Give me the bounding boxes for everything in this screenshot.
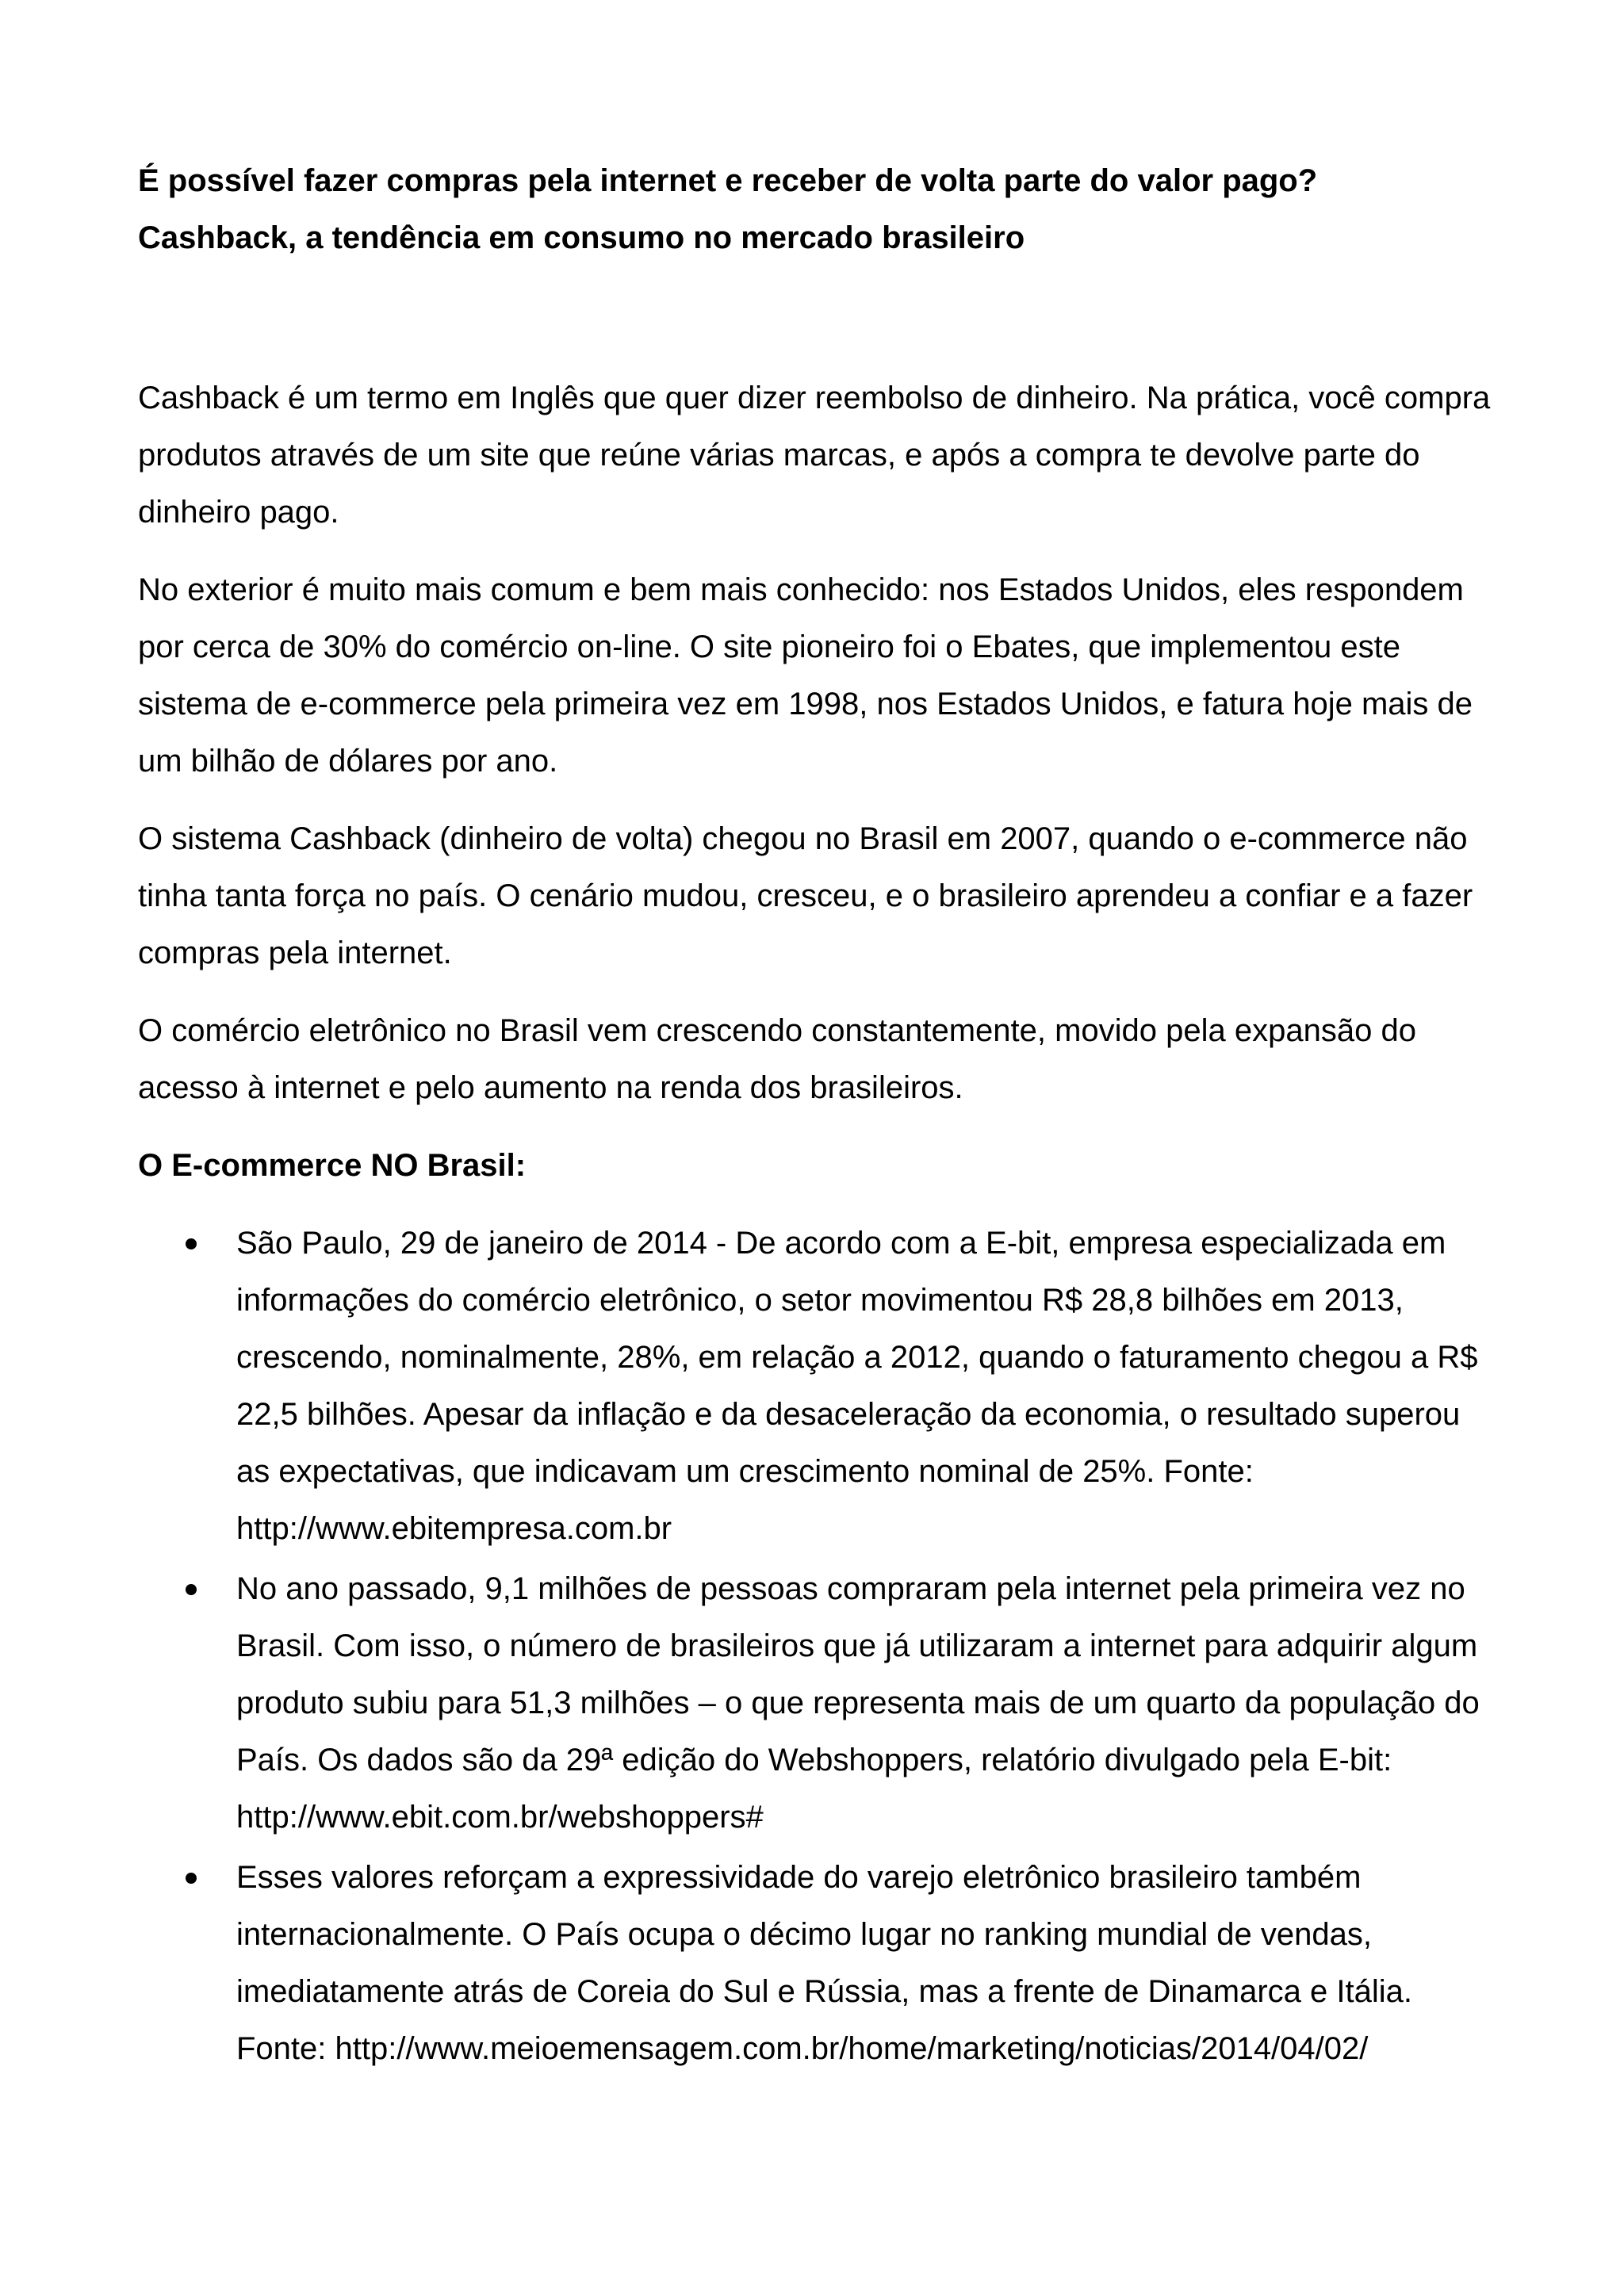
- bullet-dot-icon: [186, 1238, 197, 1249]
- section-heading: O E-commerce NO Brasil:: [138, 1148, 527, 1183]
- paragraph-exterior: No exterior é muito mais comum e bem mais conhecido: nos Estados Unidos, eles respondem por cerca de 30% do comércio on-line. O site pioneiro foi o Ebates, que implementou este sistema de e-commerce pela primeira vez em 1998, nos Estados Unidos, e fatura hoje mais de um bilhão de dólares por ano.: [138, 572, 1473, 779]
- list-item: [138, 1849, 1502, 2077]
- document-content: [138, 152, 1502, 2080]
- bullet-dot-icon: [186, 1584, 197, 1595]
- title-line-2: Cashback, a tendência em consumo no mercado brasileiro: [138, 220, 1025, 255]
- list-item: [138, 1215, 1502, 1557]
- paragraph-cashback-definition: Cashback é um termo em Inglês que quer dizer reembolso de dinheiro. Na prática, você compra produtos através de um site que reúne várias marcas, e após a compra te devolve parte do dinheiro pago.: [138, 381, 1491, 530]
- bullet-dot-icon: [186, 1873, 197, 1884]
- paragraph-brasil-2007: O sistema Cashback (dinheiro de volta) chegou no Brasil em 2007, quando o e-commerce não tinha tanta força no país. O cenário mudou, cresceu, e o brasileiro aprendeu a confiar e a fazer compras pela internet.: [138, 821, 1473, 970]
- bullet-list: [138, 1215, 1502, 2077]
- list-item-text: No ano passado, 9,1 milhões de pessoas compraram pela internet pela primeira vez no Brasil. Com isso, o número de brasileiros que já utilizaram a internet para adquirir algum produto subiu para 51,3 milhões – o que representa mais de um quarto da população do País. Os dados são da 29ª edição do Webshoppers, relatório divulgado pela E-bit: http://www.ebit.com.br/webshoppers#: [236, 1571, 1480, 1835]
- list-item: [138, 1560, 1502, 1846]
- list-item-text: Esses valores reforçam a expressividade do varejo eletrônico brasileiro também internacionalmente. O País ocupa o décimo lugar no ranking mundial de vendas, imediatamente atrás de Coreia do Sul e Rússia, mas a frente de Dinamarca e Itália. Fonte: http://www.meioemensagem.com.br/home/marketing/noticias/2014/04/02/: [236, 1860, 1412, 2066]
- document-title: [138, 152, 1502, 266]
- list-item-text: São Paulo, 29 de janeiro de 2014 - De acordo com a E-bit, empresa especializada em informações do comércio eletrônico, o setor movimentou R$ 28,8 bilhões em 2013, crescendo, nominalmente, 28%, em relação a 2012, quando o faturamento chegou a R$ 22,5 bilhões. Apesar da inflação e da desaceleração da economia, o resultado superou as expectativas, que indicavam um crescimento nominal de 25%. Fonte: http://www.ebitempresa.com.br: [236, 1226, 1478, 1546]
- paragraph-comercio-eletronico: O comércio eletrônico no Brasil vem crescendo constantemente, movido pela expansão do acesso à internet e pelo aumento na renda dos brasileiros.: [138, 1013, 1416, 1105]
- title-line-1: É possível fazer compras pela internet e receber de volta parte do valor pago?: [138, 163, 1318, 198]
